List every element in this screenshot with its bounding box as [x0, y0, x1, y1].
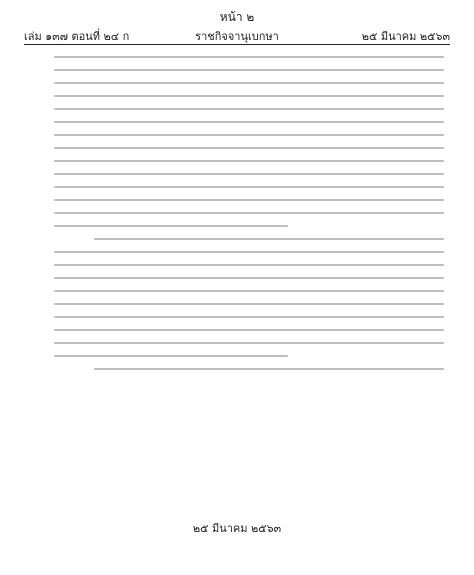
text-line [54, 186, 444, 188]
body-paragraph [54, 368, 444, 370]
page-number: หน้า ๒ [219, 10, 255, 24]
body-paragraph [54, 56, 444, 227]
body-paragraph [54, 238, 444, 357]
text-line [54, 121, 444, 123]
header-divider [24, 44, 450, 45]
text-line [54, 160, 444, 162]
text-line [54, 277, 444, 279]
text-line [54, 303, 444, 305]
text-line [54, 212, 444, 214]
text-line [54, 264, 444, 266]
text-line [54, 56, 444, 58]
text-line [54, 134, 444, 136]
text-line [54, 173, 444, 175]
gazette-title: ราชกิจจานุเบกษา [195, 30, 279, 43]
text-line [54, 290, 444, 292]
text-line [54, 95, 444, 97]
text-line [54, 199, 444, 201]
text-line [94, 238, 444, 240]
text-line [54, 82, 444, 84]
header-date: ๒๕ มีนาคม ๒๕๖๓ [361, 30, 450, 43]
text-line [54, 329, 444, 331]
text-line [54, 355, 288, 357]
text-line [54, 69, 444, 71]
signature-date: ๒๕ มีนาคม ๒๕๖๓ [192, 522, 282, 535]
text-line [54, 316, 444, 318]
body-text [54, 56, 444, 496]
text-line [94, 368, 444, 370]
text-line [54, 342, 444, 344]
text-line [54, 251, 444, 253]
text-line [54, 225, 288, 227]
signature-block [0, 520, 474, 537]
text-line [54, 147, 444, 149]
text-line [54, 108, 444, 110]
volume-issue: เล่ม ๑๓๗ ตอนที่ ๒๔ ก [24, 30, 130, 43]
